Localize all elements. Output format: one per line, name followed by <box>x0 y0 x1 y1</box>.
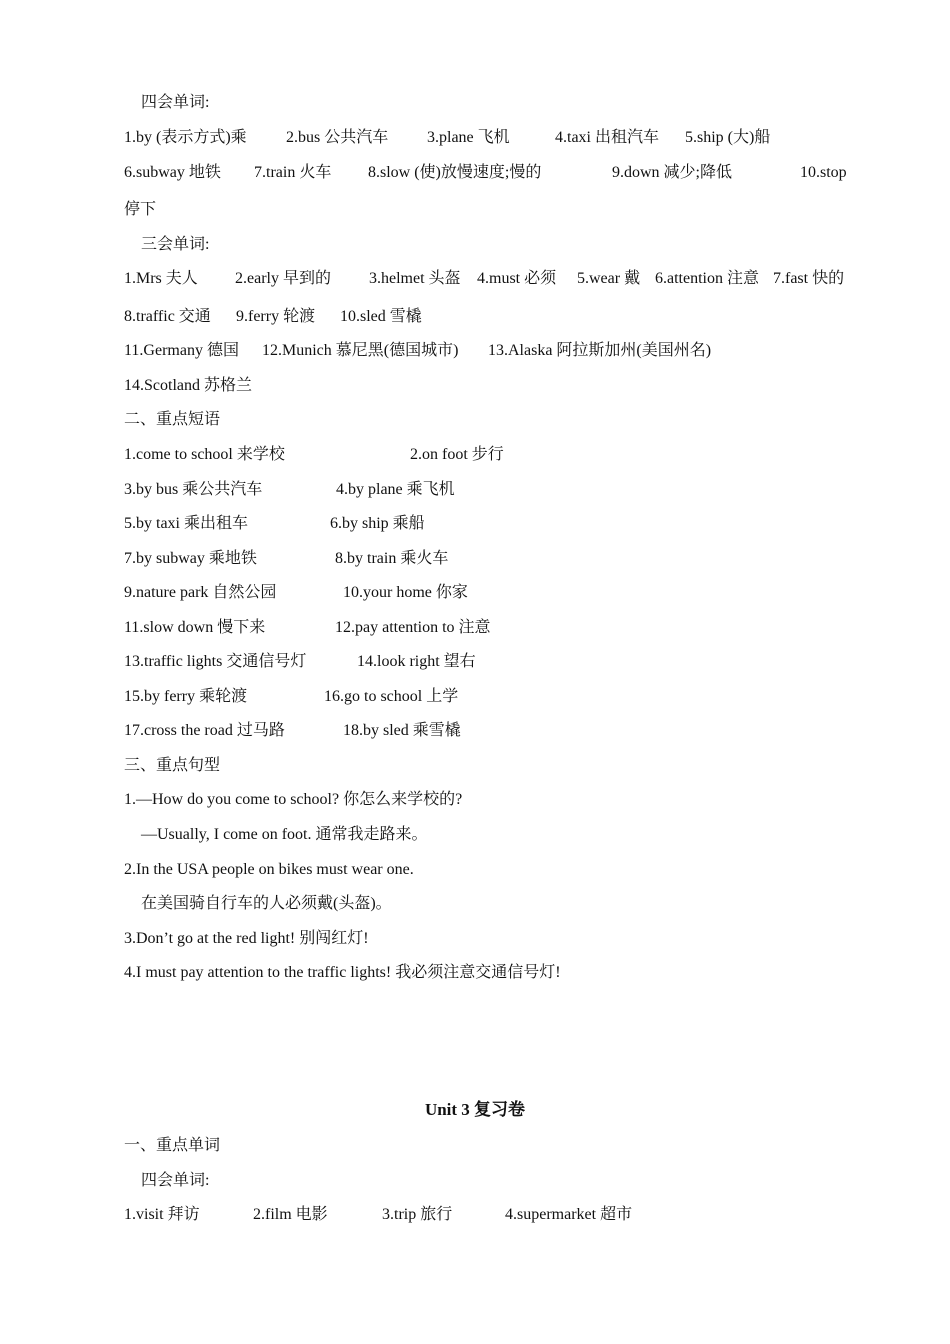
word-item: 2.bus 公共汽车 <box>286 129 389 146</box>
word-item: 4.must 必须 <box>477 270 557 287</box>
word-item: 10.stop <box>800 164 847 181</box>
phrase-item: 2.on foot 步行 <box>410 446 504 463</box>
word-item: 1.Mrs 夫人 <box>124 270 198 287</box>
sentence-item: 2.In the USA people on bikes must wear one. <box>124 861 414 878</box>
section-heading: 一、重点单词 <box>124 1137 221 1154</box>
word-item: 3.helmet 头盔 <box>369 270 461 287</box>
phrase-item: 16.go to school 上学 <box>324 688 459 705</box>
word-item: 5.wear 戴 <box>577 270 641 287</box>
four-skill-label: 四会单词: <box>141 94 210 111</box>
sentence-item: 3.Don’t go at the red light! 别闯红灯! <box>124 930 369 947</box>
sentence-item: 1.—How do you come to school? 你怎么来学校的? <box>124 791 463 808</box>
word-item: 14.Scotland 苏格兰 <box>124 377 252 394</box>
phrase-item: 9.nature park 自然公园 <box>124 584 277 601</box>
word-item: 6.subway 地铁 <box>124 164 221 181</box>
word-item: 3.trip 旅行 <box>382 1206 453 1223</box>
phrase-item: 12.pay attention to 注意 <box>335 619 491 636</box>
phrase-item: 17.cross the road 过马路 <box>124 722 285 739</box>
word-item: 10.sled 雪橇 <box>340 308 422 325</box>
word-item: 5.ship (大)船 <box>685 129 771 146</box>
three-skill-label: 三会单词: <box>141 236 210 253</box>
word-item: 4.taxi 出租汽车 <box>555 129 659 146</box>
word-item: 8.slow (使)放慢速度;慢的 <box>368 164 542 181</box>
word-item: 6.attention 注意 <box>655 270 759 287</box>
sentence-item: —Usually, I come on foot. 通常我走路来。 <box>141 826 428 843</box>
phrase-item: 13.traffic lights 交通信号灯 <box>124 653 307 670</box>
sentence-item: 4.I must pay attention to the traffic lights! 我必须注意交通信号灯! <box>124 964 561 981</box>
phrase-item: 6.by ship 乘船 <box>330 515 425 532</box>
phrase-item: 14.look right 望右 <box>357 653 476 670</box>
word-item: 2.film 电影 <box>253 1206 328 1223</box>
word-item: 7.fast 快的 <box>773 270 845 287</box>
phrase-item: 1.come to school 来学校 <box>124 446 285 463</box>
section-heading: 三、重点句型 <box>124 757 221 774</box>
word-item: 12.Munich 慕尼黑(德国城市) <box>262 342 459 359</box>
phrase-item: 5.by taxi 乘出租车 <box>124 515 248 532</box>
phrase-item: 4.by plane 乘飞机 <box>336 481 455 498</box>
word-item: 8.traffic 交通 <box>124 308 211 325</box>
word-item: 9.down 减少;降低 <box>612 164 733 181</box>
phrase-item: 15.by ferry 乘轮渡 <box>124 688 248 705</box>
word-item: 13.Alaska 阿拉斯加州(美国州名) <box>488 342 712 359</box>
unit-title: Unit 3 复习卷 <box>424 1100 526 1119</box>
phrase-item: 10.your home 你家 <box>343 584 468 601</box>
phrase-item: 11.slow down 慢下来 <box>124 619 266 636</box>
phrase-item: 3.by bus 乘公共汽车 <box>124 481 263 498</box>
sentence-item: 在美国骑自行车的人必须戴(头盔)。 <box>141 895 392 912</box>
word-item: 11.Germany 德国 <box>124 342 239 359</box>
word-item: 7.train 火车 <box>254 164 332 181</box>
phrase-item: 7.by subway 乘地铁 <box>124 550 257 567</box>
word-item: 1.by (表示方式)乘 <box>124 129 247 146</box>
phrase-item: 18.by sled 乘雪橇 <box>343 722 461 739</box>
word-item: 9.ferry 轮渡 <box>236 308 316 325</box>
word-item: 4.supermarket 超市 <box>505 1206 633 1223</box>
four-skill-label: 四会单词: <box>141 1172 210 1189</box>
word-item: 1.visit 拜访 <box>124 1206 200 1223</box>
word-item: 2.early 早到的 <box>235 270 331 287</box>
word-item-continued: 停下 <box>124 201 157 218</box>
phrase-item: 8.by train 乘火车 <box>335 550 449 567</box>
section-heading: 二、重点短语 <box>124 411 221 428</box>
word-item: 3.plane 飞机 <box>427 129 510 146</box>
